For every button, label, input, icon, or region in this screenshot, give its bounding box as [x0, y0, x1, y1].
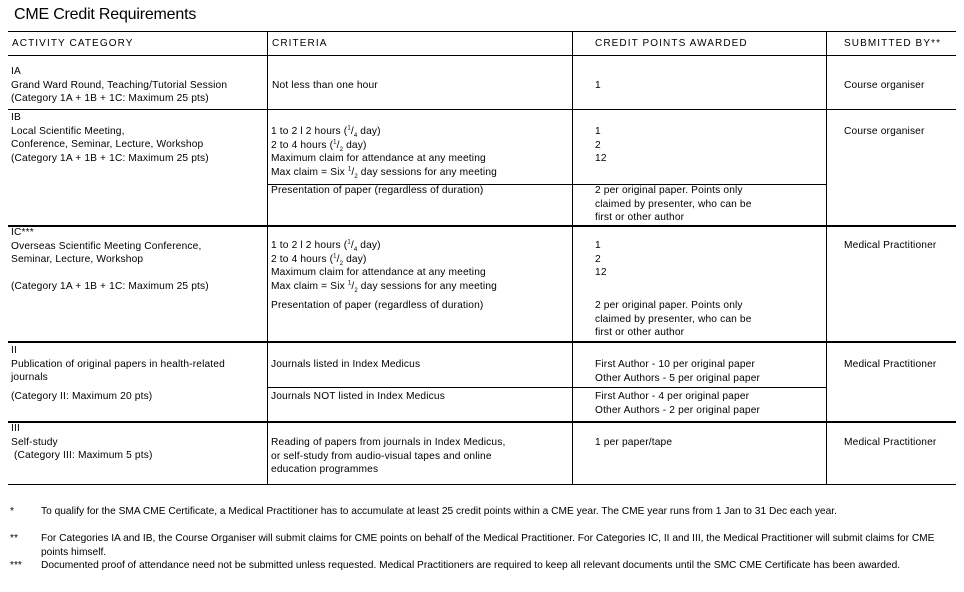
ia-criteria: Not less than one hour — [272, 80, 378, 91]
ia-points: 1 — [595, 80, 601, 91]
ii-name-line2: journals — [11, 372, 48, 384]
ib-name-line1: Local Scientific Meeting, — [11, 125, 125, 137]
ib-criteria-line2: 2 to 4 hours ($^1/_2$ day) — [271, 139, 367, 153]
ic-points — [595, 239, 607, 280]
ib-pres-points-line3: first or other author — [595, 212, 685, 224]
footnote-2-mark: ** — [10, 533, 18, 544]
column-divider-1 — [267, 31, 268, 484]
ic-name-line2: Seminar, Lecture, Workshop — [11, 254, 144, 266]
ic-criteria-line4: Max claim = Six $^1/_2$ day sessions for any meeting — [271, 280, 497, 294]
header-credit: CREDIT POINTS AWARDED — [595, 38, 748, 49]
iii-submitted: Medical Practitioner — [844, 437, 937, 448]
ic-name-line1: Overseas Scientific Meeting Conference, — [11, 240, 202, 252]
ic-pres-points-line1: 2 per original paper. Points only — [595, 300, 743, 311]
ib-code: IB — [11, 112, 21, 123]
ic-points-2: 2 — [595, 253, 601, 265]
ii-points-2 — [595, 390, 760, 417]
ib-criteria — [271, 125, 497, 179]
footnote-1-text: To qualify for the SMA CME Certificate, a Medical Practitioner has to accumulate at least 25 credit points within a CME year. The CME year runs from 1 Jan to 31 Dec each year. — [41, 506, 837, 517]
ic-criteria-line3: Maximum claim for attendance at any meeting — [271, 267, 486, 279]
ib-points-1: 1 — [595, 126, 601, 137]
row-divider-ic — [8, 341, 956, 343]
ia-activity — [11, 65, 227, 106]
ii-category: (Category II: Maximum 20 pts) — [11, 391, 153, 402]
ii-activity — [11, 344, 225, 385]
header-submitted: SUBMITTED BY** — [844, 38, 942, 49]
iii-points: 1 per paper/tape — [595, 437, 673, 448]
ii-points-2-line1: First Author - 4 per original paper — [595, 391, 750, 402]
iii-category: (Category III: Maximum 5 pts) — [11, 450, 153, 462]
ib-submitted: Course organiser — [844, 126, 925, 137]
ii-criteria-2: Journals NOT listed in Index Medicus — [271, 391, 445, 402]
ic-points-1: 1 — [595, 240, 601, 251]
ic-criteria — [271, 239, 497, 293]
ic-presentation-points — [595, 299, 752, 340]
ib-activity — [11, 111, 209, 165]
header-criteria: CRITERIA — [272, 38, 328, 49]
ic-activity — [11, 226, 209, 294]
ib-criteria-line4: Max claim = Six $^1/_2$ day sessions for any meeting — [271, 166, 497, 180]
ii-points-1-line1: First Author - 10 per original paper — [595, 359, 755, 370]
ib-points-3: 12 — [595, 153, 607, 165]
footnote-3 — [10, 559, 960, 587]
ia-code: IA — [11, 66, 21, 77]
ib-pres-points-line1: 2 per original paper. Points only — [595, 185, 743, 196]
ib-presentation: Presentation of paper (regardless of duration) — [271, 185, 484, 196]
iii-code: III — [11, 423, 20, 434]
ib-pres-points-line2: claimed by presenter, who can be — [595, 198, 752, 210]
table-bottom-border — [8, 484, 956, 485]
column-divider-2 — [572, 31, 573, 484]
ia-name: Grand Ward Round, Teaching/Tutorial Session — [11, 79, 228, 91]
ic-pres-points-line2: claimed by presenter, who can be — [595, 313, 752, 325]
footnote-1 — [10, 505, 960, 533]
ic-points-3: 12 — [595, 267, 607, 279]
header-activity: ACTIVITY CATEGORY — [12, 38, 134, 49]
footnote-3-text: Documented proof of attendance need not be submitted unless requested. Medical Practitioners are required to keep all relevant documents until the SMC CME Certificate has been awarded. — [41, 560, 901, 571]
ic-presentation: Presentation of paper (regardless of duration) — [271, 300, 484, 311]
ii-points-1 — [595, 358, 760, 385]
ib-name-line2: Conference, Seminar, Lecture, Workshop — [11, 139, 204, 151]
iii-name: Self-study — [11, 436, 58, 448]
ic-category: (Category 1A + 1B + 1C: Maximum 25 pts) — [11, 281, 209, 293]
iii-criteria-line3: education programmes — [271, 464, 379, 476]
ib-criteria-line1: 1 to 2 l 2 hours ($^1/_4$ day) — [271, 125, 381, 140]
footnote-1-mark: * — [10, 506, 14, 517]
ii-criteria-1: Journals listed in Index Medicus — [271, 359, 421, 370]
ib-presentation-points — [595, 184, 752, 225]
ib-category: (Category 1A + 1B + 1C: Maximum 25 pts) — [11, 152, 209, 164]
ic-code: IC*** — [11, 227, 34, 238]
iii-criteria-line2: or self-study from audio-visual tapes and online — [271, 450, 492, 462]
ib-points — [595, 125, 607, 166]
ia-category: (Category 1A + 1B + 1C: Maximum 25 pts) — [11, 93, 209, 105]
page-title: CME Credit Requirements — [14, 6, 197, 23]
ib-points-2: 2 — [595, 139, 601, 151]
iii-criteria-line1: Reading of papers from journals in Index Medicus, — [271, 437, 506, 448]
footnote-2 — [10, 532, 960, 560]
ii-points-1-line2: Other Authors - 5 per original paper — [595, 372, 761, 384]
iii-criteria — [271, 436, 505, 477]
ib-criteria-line3: Maximum claim for attendance at any meeting — [271, 153, 486, 165]
ia-submitted: Course organiser — [844, 80, 925, 91]
ii-points-2-line2: Other Authors - 2 per original paper — [595, 404, 761, 416]
table-top-border — [8, 31, 956, 32]
ii-subrow-divider — [267, 387, 826, 388]
ic-pres-points-line3: first or other author — [595, 327, 685, 339]
footnote-3-mark: *** — [10, 560, 22, 571]
ic-criteria-line1: 1 to 2 l 2 hours ($^1/_4$ day) — [271, 239, 381, 254]
column-divider-3 — [826, 31, 827, 484]
ii-submitted: Medical Practitioner — [844, 359, 937, 370]
ic-submitted: Medical Practitioner — [844, 240, 937, 251]
iii-activity — [11, 422, 153, 463]
row-divider-ia — [8, 109, 956, 110]
header-bottom-border — [8, 55, 956, 56]
footnote-2-text: For Categories IA and IB, the Course Organiser will submit claims for CME points on behalf of the Medical Practitioner. For Categories IC, II and III, the Medical Practitioner will submit claims for CME points himself. — [41, 533, 935, 558]
ii-code: II — [11, 345, 17, 356]
ic-criteria-line2: 2 to 4 hours ($^1/_2$ day) — [271, 253, 367, 267]
ii-name-line1: Publication of original papers in health-related — [11, 358, 225, 370]
